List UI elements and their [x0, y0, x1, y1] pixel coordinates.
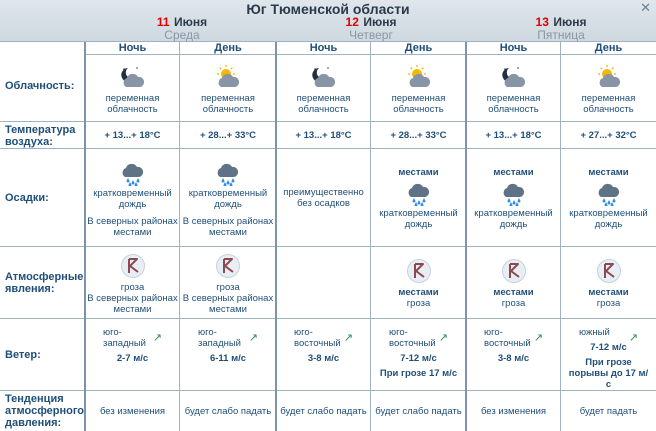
phenomena-note: В северных районах местами — [182, 292, 274, 315]
precipitation-text: кратковременный дождь — [474, 207, 553, 230]
period-header-night: Ночь — [276, 42, 371, 55]
precipitation-text: кратковременный дождь — [188, 188, 268, 210]
phenomena-text: гроза — [120, 281, 145, 293]
wind-arrow-icon: ↗ — [628, 332, 638, 344]
pressure-cell — [371, 391, 466, 431]
wind-cell — [371, 319, 466, 391]
day-weekday: Пятница — [537, 28, 585, 42]
rain-cloud-icon — [213, 160, 243, 186]
pressure-trend: будет падать — [579, 405, 638, 417]
day-3 — [466, 15, 656, 42]
day-number: 12 — [345, 15, 359, 29]
day-month: Июня — [553, 15, 587, 29]
period-header-day: День — [180, 42, 276, 55]
thunderstorm-icon — [407, 259, 431, 283]
cloudiness-cell — [561, 56, 656, 122]
pressure-cell — [85, 391, 180, 431]
moon-cloud-icon — [118, 65, 148, 91]
precipitation-scope: местами — [398, 166, 439, 178]
precipitation-cell — [466, 149, 561, 247]
cloudiness-text: переменная облачность — [105, 93, 160, 115]
phenomena-cell — [561, 247, 656, 319]
temperature-cell — [466, 122, 561, 149]
row-label-pressure: Тенденция атмосферного давления: — [5, 393, 85, 429]
pressure-cell — [276, 391, 371, 431]
phenomena-scope: местами — [398, 287, 439, 298]
wind-arrow-icon: ↗ — [248, 332, 258, 344]
temperature-cell — [276, 122, 371, 149]
moon-cloud-icon — [499, 65, 529, 91]
precipitation-cell — [276, 149, 371, 247]
wind-arrow-icon: ↗ — [152, 332, 162, 344]
region-title: Юг Тюменской области — [246, 1, 410, 17]
cloudiness-text: переменная облачность — [486, 93, 541, 115]
phenomena-text: гроза — [216, 281, 240, 293]
day-weekday: Среда — [164, 28, 200, 42]
phenomena-cell — [180, 247, 276, 319]
precipitation-note: В северных районах местами — [182, 216, 274, 238]
wind-cell — [466, 319, 561, 391]
precipitation-note: В северных районах местами — [87, 216, 178, 238]
period-header-day: День — [561, 42, 656, 55]
phenomena-text: гроза — [406, 298, 431, 309]
pressure-trend: без изменения — [99, 405, 166, 417]
wind-arrow-icon: ↗ — [533, 332, 543, 344]
row-label-phenomena: Атмосферные явления: — [5, 271, 84, 295]
cloudiness-text: переменная облачность — [296, 93, 351, 115]
pressure-trend: будет слабо падать — [375, 405, 462, 417]
forecast-grid — [0, 42, 656, 431]
phenomena-scope: местами — [588, 287, 629, 298]
temperature-value: + 28...+ 33°C — [390, 130, 447, 141]
period-header-night: Ночь — [85, 42, 180, 55]
thunderstorm-icon — [502, 259, 526, 283]
pressure-cell — [561, 391, 656, 431]
sun-cloud-icon — [213, 65, 243, 91]
wind-speed: 3-8 м/с — [497, 353, 530, 364]
phenomena-cell — [276, 247, 371, 319]
header — [0, 0, 656, 42]
precipitation-cell — [561, 149, 656, 247]
wind-cell — [85, 319, 180, 391]
day-number: 11 — [156, 15, 170, 29]
wind-gust: При грозе порывы до 17 м/с — [568, 357, 649, 390]
precipitation-text: кратковременный дождь — [379, 207, 458, 230]
wind-cell — [180, 319, 276, 391]
cloudiness-cell — [85, 56, 180, 122]
precipitation-text: кратковременный дождь — [93, 188, 172, 210]
row-label-temperature: Температура воздуха: — [5, 123, 76, 148]
cloudiness-text: переменная облачность — [201, 93, 255, 115]
close-icon[interactable]: ✕ — [640, 0, 651, 15]
wind-speed: 2-7 м/с — [116, 353, 149, 364]
precipitation-text: кратковременный дождь — [569, 207, 648, 230]
wind-direction: юго-западный — [198, 327, 241, 349]
thunderstorm-icon — [216, 254, 240, 278]
phenomena-text: гроза — [501, 298, 526, 309]
day-2 — [276, 15, 466, 42]
rain-cloud-icon — [499, 180, 529, 206]
precipitation-text: преимущественно без осадков — [283, 187, 364, 209]
pressure-trend: будет слабо падать — [184, 405, 272, 417]
phenomena-cell — [466, 247, 561, 319]
temperature-cell — [180, 122, 276, 149]
sun-cloud-icon — [594, 65, 624, 91]
temperature-value: + 28...+ 33°C — [199, 130, 257, 141]
wind-gust: При грозе 17 м/с — [379, 368, 458, 379]
cloudiness-text: переменная облачность — [581, 93, 636, 115]
row-label-precipitation: Осадки: — [5, 192, 49, 204]
rain-cloud-icon — [404, 180, 434, 206]
wind-speed: 7-12 м/с — [590, 342, 627, 353]
wind-arrow-icon: ↗ — [438, 332, 448, 344]
wind-arrow-icon: ↗ — [343, 332, 353, 344]
cloudiness-cell — [180, 56, 276, 122]
phenomena-scope: местами — [493, 287, 534, 298]
wind-direction: юго-восточный — [294, 327, 341, 349]
rain-cloud-icon — [594, 180, 624, 206]
temperature-value: + 13...+ 18°C — [104, 130, 161, 141]
wind-direction: юго-восточный — [389, 327, 436, 349]
temperature-value: + 13...+ 18°C — [295, 130, 352, 141]
rain-cloud-icon — [118, 160, 148, 186]
wind-direction: юго-западный — [103, 327, 146, 349]
phenomena-cell — [85, 247, 180, 319]
temperature-cell — [371, 122, 466, 149]
cloudiness-cell — [466, 56, 561, 122]
day-month: Июня — [174, 15, 208, 29]
cloudiness-cell — [276, 56, 371, 122]
phenomena-note: В северных районах местами — [87, 292, 178, 315]
pressure-trend: будет слабо падать — [280, 405, 367, 417]
phenomena-cell — [371, 247, 466, 319]
pressure-cell — [466, 391, 561, 431]
precipitation-cell — [180, 149, 276, 247]
phenomena-text: гроза — [596, 298, 621, 309]
wind-speed: 7-12 м/с — [400, 353, 437, 364]
row-label-clouds: Облачность: — [5, 79, 75, 92]
period-header-day: День — [371, 42, 466, 55]
day-number: 13 — [535, 15, 549, 29]
temperature-value: + 13...+ 18°C — [485, 130, 542, 141]
temperature-value: + 27...+ 32°C — [580, 130, 637, 141]
day-weekday: Четверг — [349, 28, 393, 42]
moon-cloud-icon — [309, 65, 339, 91]
sun-cloud-icon — [404, 65, 434, 91]
precipitation-cell — [85, 149, 180, 247]
period-header-night: Ночь — [466, 42, 561, 55]
thunderstorm-icon — [597, 259, 621, 283]
precipitation-cell — [371, 149, 466, 247]
temperature-cell — [561, 122, 656, 149]
precipitation-scope: местами — [588, 166, 629, 178]
day-1 — [87, 15, 277, 42]
wind-cell — [276, 319, 371, 391]
pressure-trend: без изменения — [480, 405, 547, 417]
day-month: Июня — [363, 15, 397, 29]
cloudiness-cell — [371, 56, 466, 122]
row-label-wind: Ветер: — [5, 349, 41, 361]
wind-cell — [561, 319, 656, 391]
wind-direction: южный — [579, 327, 610, 338]
pressure-cell — [180, 391, 276, 431]
wind-speed: 3-8 м/с — [307, 353, 340, 364]
cloudiness-text: переменная облачность — [391, 93, 446, 115]
thunderstorm-icon — [121, 254, 145, 278]
wind-speed: 6-11 м/с — [209, 353, 247, 364]
temperature-cell — [85, 122, 180, 149]
wind-direction: юго-восточный — [484, 327, 531, 349]
precipitation-scope: местами — [493, 166, 534, 178]
